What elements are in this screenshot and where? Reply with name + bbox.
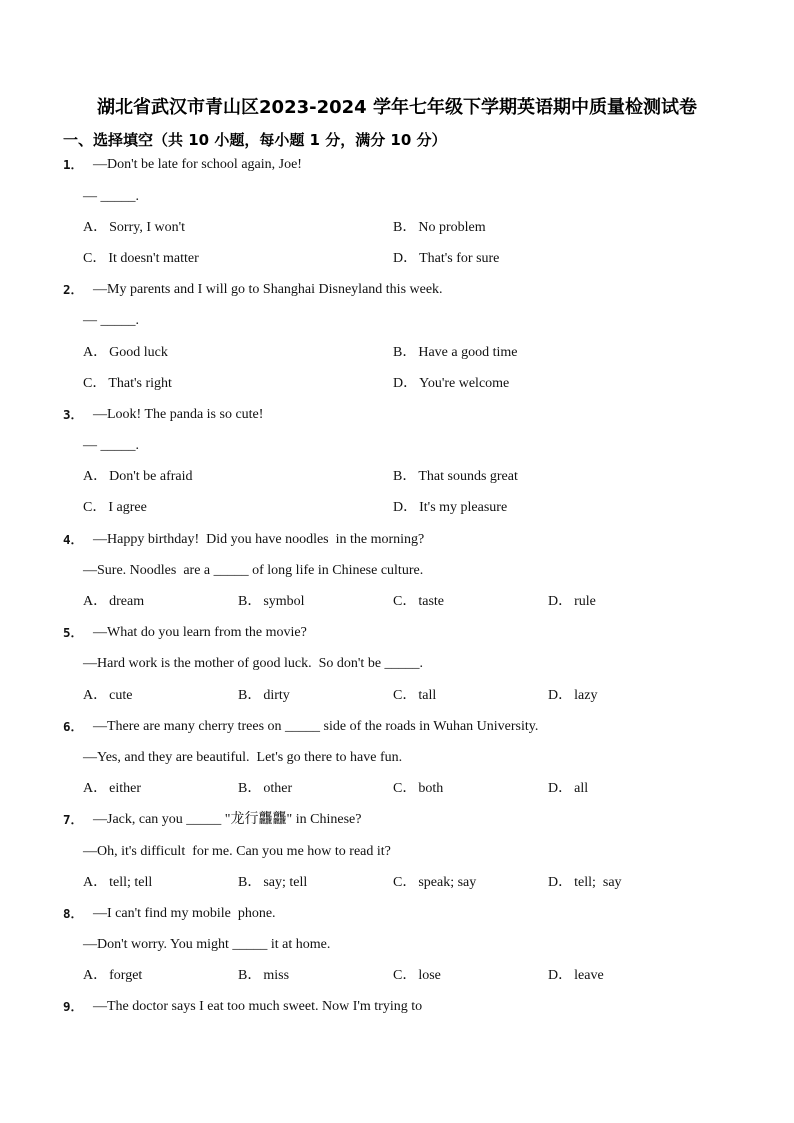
option-a (83, 337, 393, 368)
option-text: cute (109, 687, 133, 703)
option-letter: C． (83, 250, 107, 266)
option-letter: B． (238, 874, 262, 890)
option-letter: A． (83, 344, 108, 360)
option-text: You're welcome (419, 375, 510, 391)
option-b (238, 960, 393, 991)
question-text: —Don't be late for school again, Joe! (93, 157, 302, 173)
question-response-line: —Yes, and they are beautiful. Let's go there to have fun. (83, 749, 403, 765)
option-letter: C． (393, 781, 417, 797)
question-text: —There are many cherry trees on _____ side of the roads in Wuhan University. (93, 718, 539, 734)
option-text: forget (109, 968, 143, 984)
option-letter: D． (548, 594, 573, 610)
question-text: —What do you learn from the movie? (93, 625, 307, 641)
option-letter: A． (83, 594, 108, 610)
question-response-line: —Hard work is the mother of good luck. So don't be _____. (83, 656, 424, 672)
option-letter: D． (548, 874, 573, 890)
question-number: 1． (63, 157, 84, 173)
option-letter: B． (393, 219, 417, 235)
question-number: 3． (63, 406, 84, 422)
option-c (393, 867, 548, 898)
question-9 (0, 991, 794, 1022)
option-b (238, 867, 393, 898)
question-number: 5． (63, 625, 84, 641)
option-letter: B． (393, 344, 417, 360)
question-7 (0, 804, 794, 898)
option-text: both (418, 781, 444, 797)
question-text: —Happy birthday! Did you have noodles in the morning? (93, 531, 425, 547)
question-response-line: —Oh, it's difficult for me. Can you me how to read it? (83, 843, 391, 859)
options (0, 212, 794, 274)
option-text: leave (574, 968, 604, 984)
option-b (393, 337, 703, 368)
question-stem (0, 149, 794, 180)
options (0, 337, 794, 399)
option-text: lose (418, 968, 441, 984)
option-text: rule (574, 594, 596, 610)
option-letter: C． (393, 687, 417, 703)
question-stem (0, 617, 794, 648)
option-c (83, 492, 393, 523)
question-response-line: — _____. (83, 188, 139, 204)
option-b (238, 586, 393, 617)
option-d (548, 680, 703, 711)
option-c (393, 773, 548, 804)
question-stem (0, 274, 794, 305)
section-heading: 一、选择填空（共 10 小题，每小题 1 分，满分 10 分） (63, 131, 447, 149)
option-letter: A． (83, 968, 108, 984)
option-c (393, 680, 548, 711)
option-a (83, 960, 238, 991)
option-c (393, 586, 548, 617)
option-letter: D． (393, 500, 418, 516)
option-d (548, 867, 703, 898)
option-letter: C． (83, 375, 107, 391)
question-stem (0, 991, 794, 1022)
option-text: tell; say (574, 874, 622, 890)
option-text: taste (418, 594, 444, 610)
option-letter: D． (548, 968, 573, 984)
option-text: other (263, 781, 293, 797)
option-letter: A． (83, 469, 108, 485)
question-8 (0, 898, 794, 992)
option-b (393, 212, 703, 243)
question-stem (0, 524, 794, 555)
question-text: —Look! The panda is so cute! (93, 406, 264, 422)
option-b (238, 773, 393, 804)
option-a (83, 773, 238, 804)
option-text: Don't be afraid (109, 469, 193, 485)
question-response-line: — _____. (83, 313, 139, 329)
option-letter: A． (83, 219, 108, 235)
question-3 (0, 399, 794, 524)
option-letter: D． (548, 687, 573, 703)
option-text: miss (263, 968, 290, 984)
option-letter: C． (393, 874, 417, 890)
option-letter: D． (393, 375, 418, 391)
question-5 (0, 617, 794, 711)
option-text: It doesn't matter (108, 250, 199, 266)
option-text: Sorry, I won't (109, 219, 186, 235)
question-text: —Jack, can you _____ "龙行龘龘" in Chinese? (93, 812, 362, 828)
option-letter: B． (238, 968, 262, 984)
question-list (0, 149, 794, 1022)
option-a (83, 461, 393, 492)
option-text: say; tell (263, 874, 308, 890)
option-letter: D． (393, 250, 418, 266)
question-text: —My parents and I will go to Shanghai Disneyland this week. (93, 282, 443, 298)
question-response-line: —Sure. Noodles are a _____ of long life in Chinese culture. (83, 562, 424, 578)
option-d (548, 960, 703, 991)
question-stem (0, 711, 794, 742)
option-text: That's right (108, 375, 172, 391)
option-d (548, 773, 703, 804)
option-b (238, 680, 393, 711)
option-text: either (109, 781, 141, 797)
option-letter: D． (548, 781, 573, 797)
options (0, 867, 794, 898)
question-response-line: — _____. (83, 438, 139, 454)
option-d (393, 243, 703, 274)
option-text: No problem (418, 219, 486, 235)
option-a (83, 586, 238, 617)
option-text: dream (109, 594, 145, 610)
option-text: symbol (263, 594, 305, 610)
question-4 (0, 524, 794, 618)
options (0, 773, 794, 804)
option-c (393, 960, 548, 991)
option-text: tall (418, 687, 437, 703)
exam-title: 湖北省武汉市青山区2023-2024 学年七年级下学期英语期中质量检测试卷 (97, 97, 697, 118)
option-text: I agree (108, 500, 147, 516)
option-letter: A． (83, 781, 108, 797)
option-text: That sounds great (418, 469, 518, 485)
options (0, 586, 794, 617)
option-letter: A． (83, 874, 108, 890)
question-stem (0, 804, 794, 835)
option-b (393, 461, 703, 492)
option-c (83, 243, 393, 274)
option-letter: B． (238, 594, 262, 610)
option-a (83, 680, 238, 711)
option-letter: C． (393, 968, 417, 984)
option-text: dirty (263, 687, 290, 703)
option-letter: B． (393, 469, 417, 485)
option-text: Good luck (109, 344, 168, 360)
option-a (83, 867, 238, 898)
option-a (83, 212, 393, 243)
question-response-line: —Don't worry. You might _____ it at home. (83, 937, 331, 953)
option-d (393, 368, 703, 399)
question-2 (0, 274, 794, 399)
question-text: —I can't find my mobile phone. (93, 905, 276, 921)
option-letter: A． (83, 687, 108, 703)
option-letter: B． (238, 687, 262, 703)
question-number: 8． (63, 905, 84, 921)
question-number: 9． (63, 999, 84, 1015)
question-text: —The doctor says I eat too much sweet. Now I'm trying to (93, 999, 423, 1015)
question-number: 4． (63, 531, 84, 547)
question-number: 6． (63, 718, 84, 734)
option-text: all (574, 781, 589, 797)
option-letter: B． (238, 781, 262, 797)
options (0, 680, 794, 711)
question-1 (0, 149, 794, 274)
option-letter: C． (83, 500, 107, 516)
option-text: speak; say (418, 874, 477, 890)
option-text: tell; tell (109, 874, 153, 890)
question-stem (0, 399, 794, 430)
question-number: 2． (63, 282, 84, 298)
option-letter: C． (393, 594, 417, 610)
option-text: That's for sure (419, 250, 500, 266)
option-d (393, 492, 703, 523)
option-text: lazy (574, 687, 598, 703)
option-text: Have a good time (418, 344, 518, 360)
question-number: 7． (63, 812, 84, 828)
option-text: It's my pleasure (419, 500, 508, 516)
options (0, 461, 794, 523)
options (0, 960, 794, 991)
option-d (548, 586, 703, 617)
question-6 (0, 711, 794, 805)
option-c (83, 368, 393, 399)
question-stem (0, 898, 794, 929)
